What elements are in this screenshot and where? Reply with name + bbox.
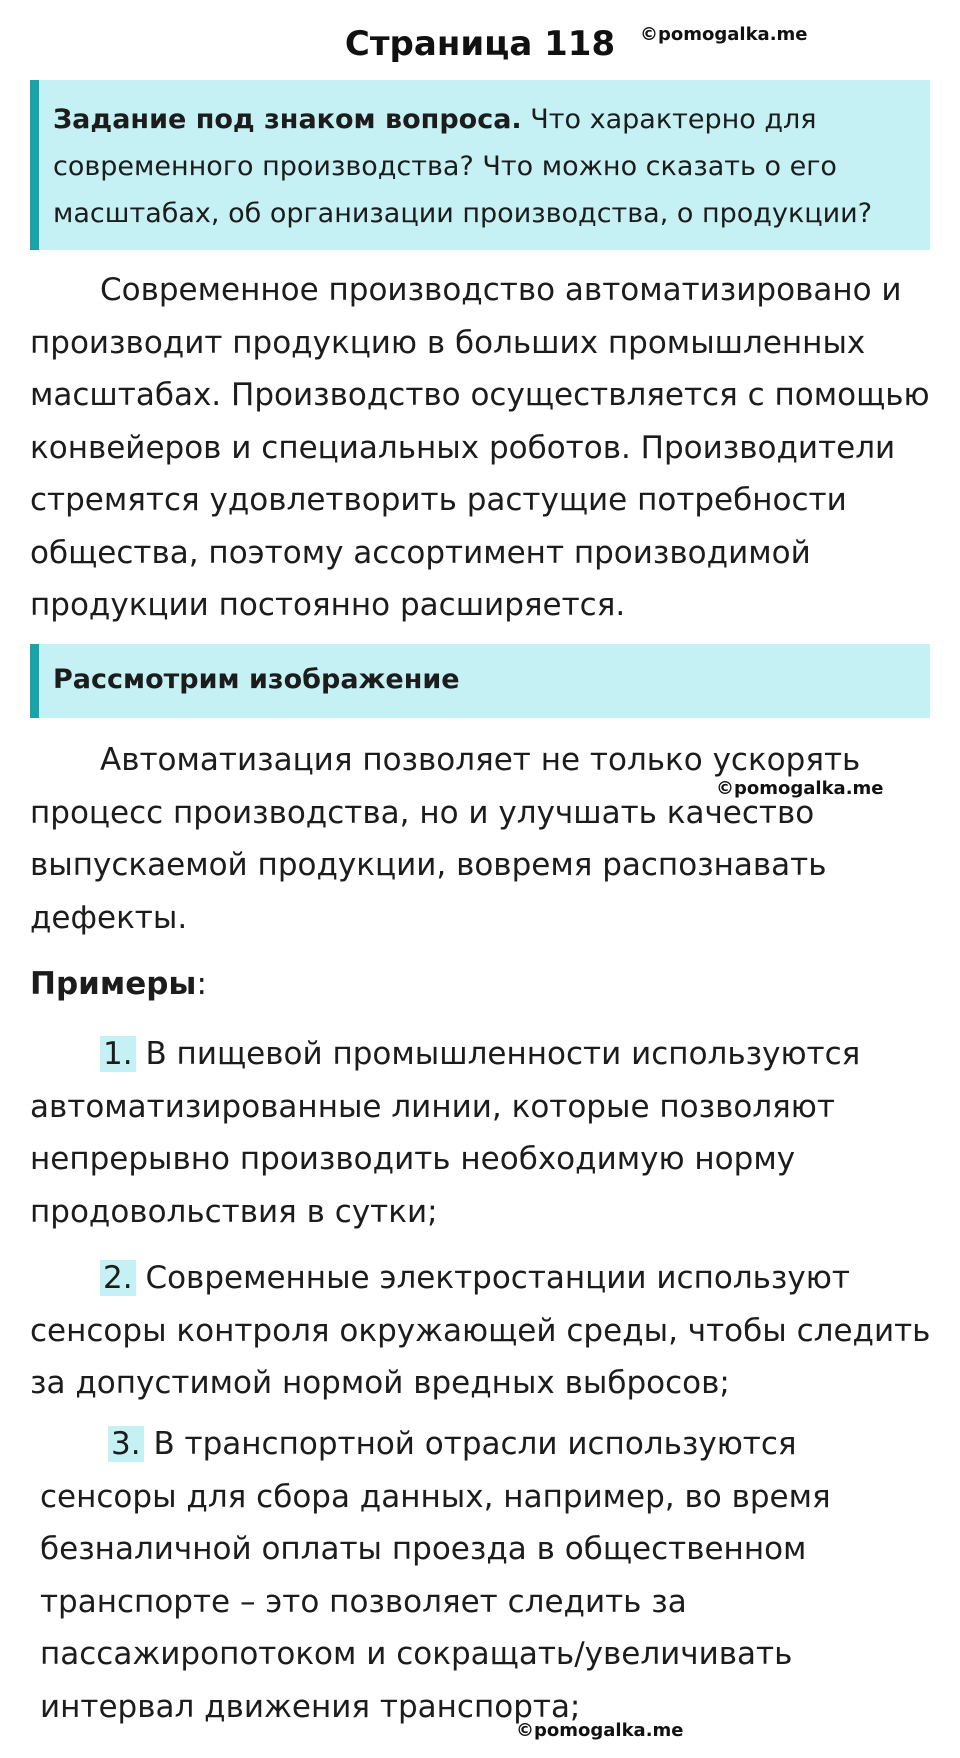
example-item [30, 1252, 940, 1410]
example-item [30, 1028, 940, 1238]
examples-label-text: Примеры [30, 966, 197, 1002]
watermark-top: ©pomogalka.me [640, 24, 808, 45]
answer-paragraph: Современное производство автоматизировано и производит продукцию в больших промышленных масштабах. Производство осуществляется с помощью конвейеров и специальных роботов. Производители стремятся удовлетворить растущие потребности общества, поэтому ассортимент производимой продукции постоянно расширяется. [30, 272, 930, 623]
examples-colon: : [196, 966, 207, 1002]
section-paragraph: Автоматизация позволяет не только ускорять процесс производства, но и улучшать качество выпускаемой продукции, вовремя распознавать дефекты. [30, 742, 861, 936]
section-heading: Рассмотрим изображение [30, 644, 930, 718]
example-number: 2. [100, 1260, 136, 1296]
question-callout [30, 80, 930, 250]
question-text: Что характерно для современного производства? Что можно сказать о его масштабах, об организации производства, о продукции? [53, 104, 873, 229]
watermark-bottom: ©pomogalka.me [516, 1720, 684, 1741]
watermark-middle: ©pomogalka.me [716, 778, 884, 799]
example-number: 1. [100, 1036, 136, 1072]
example-text: В транспортной отрасли используются сенсоры для сбора данных, например, во время безналичной оплаты проезда в общественном транспорте – это позволяет следить за пассажиропотоком и сокращать/увеличивать интервал движения транспорта; [40, 1426, 831, 1725]
page-title: Страница 118 [344, 24, 616, 64]
question-label: Задание под знаком вопроса. [53, 104, 522, 135]
examples-label [30, 958, 940, 1011]
example-text: Современные электростанции используют сенсоры контроля окружающей среды, чтобы следить за допустимой нормой вредных выбросов; [30, 1260, 931, 1401]
example-number: 3. [108, 1426, 144, 1462]
example-text: В пищевой промышленности используются автоматизированные линии, которые позволяют непрерывно производить необходимую норму продовольствия в сутки; [30, 1036, 861, 1230]
example-item [40, 1418, 940, 1733]
